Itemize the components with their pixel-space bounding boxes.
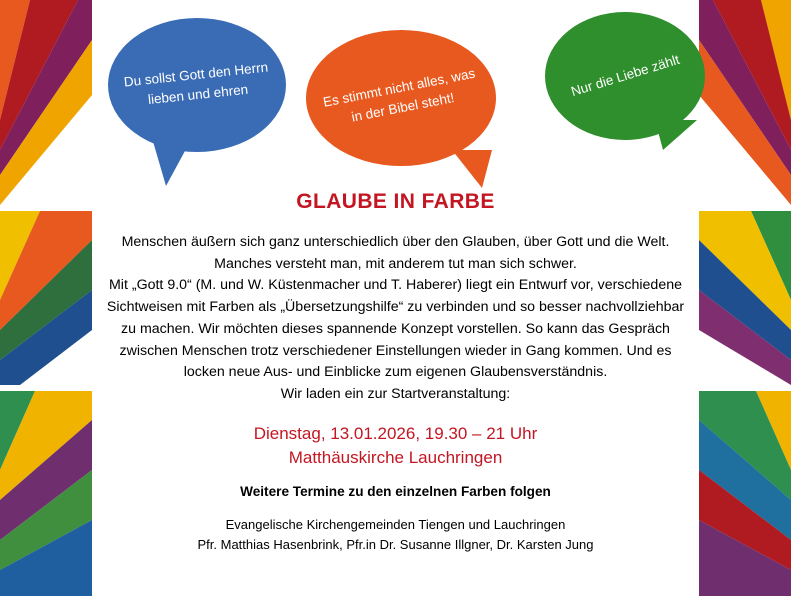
invitation-line: Wir laden ein zur Startveranstaltung: [280,386,511,403]
footer-people: Pfr. Matthias Hasenbrink, Pfr.in Dr. Susanne Illgner, Dr. Karsten Jung [197,536,594,552]
speech-bubble-green-text: Nur die Liebe zählt [568,52,681,100]
concept-paragraph: Mit „Gott 9.0“ (M. und W. Küstenmacher und T. Haberer) liegt ein Entwurf vor, verschiedene Sichtweisen mit Farben als „Übersetzungshilfe“ zu verbinden und so besser nachvollziehbar zu machen. Wir möchten dieses spannende Konzept vorstellen. So kann das Gespräch zwischen Menschen trotz verschiedener Einstellungen wieder in Gang kommen. Und es locken neue Aus- und Einblicke zum eigenen Glaubensverständnis. [106,277,685,381]
event-location: Matthäuskirche Lauchringen [288,448,503,468]
bubble-orange-tail [452,150,492,188]
intro-paragraph: Menschen äußern sich ganz unterschiedlich über den Glauben, über Gott und die Welt. Manches versteht man, mit anderem tut man sich schwer. [121,234,670,272]
footer-organizers: Evangelische Kirchengemeinden Tiengen und Lauchringen [225,517,566,533]
decorative-band-right [699,0,791,596]
footer-block [92,515,699,554]
speech-bubble-green [545,12,705,140]
followup-note: Weitere Termine zu den einzelnen Farben folgen [240,484,551,500]
speech-bubble-orange-text: Es stimmt nicht alles, was in der Bibel steht! [321,66,477,125]
speech-bubble-blue [108,18,286,152]
speech-bubble-blue-text: Du sollst Gott den Herrn lieben und ehren [123,59,269,108]
event-details [92,422,699,471]
right-band-graphic [699,0,791,596]
event-datetime: Dienstag, 13.01.2026, 19.30 – 21 Uhr [253,423,538,443]
decorative-band-left [0,0,92,596]
page-title: GLAUBE IN FARBE [296,190,495,213]
speech-bubble-orange [306,30,496,166]
poster-content [92,190,699,554]
left-band-graphic [0,0,92,596]
